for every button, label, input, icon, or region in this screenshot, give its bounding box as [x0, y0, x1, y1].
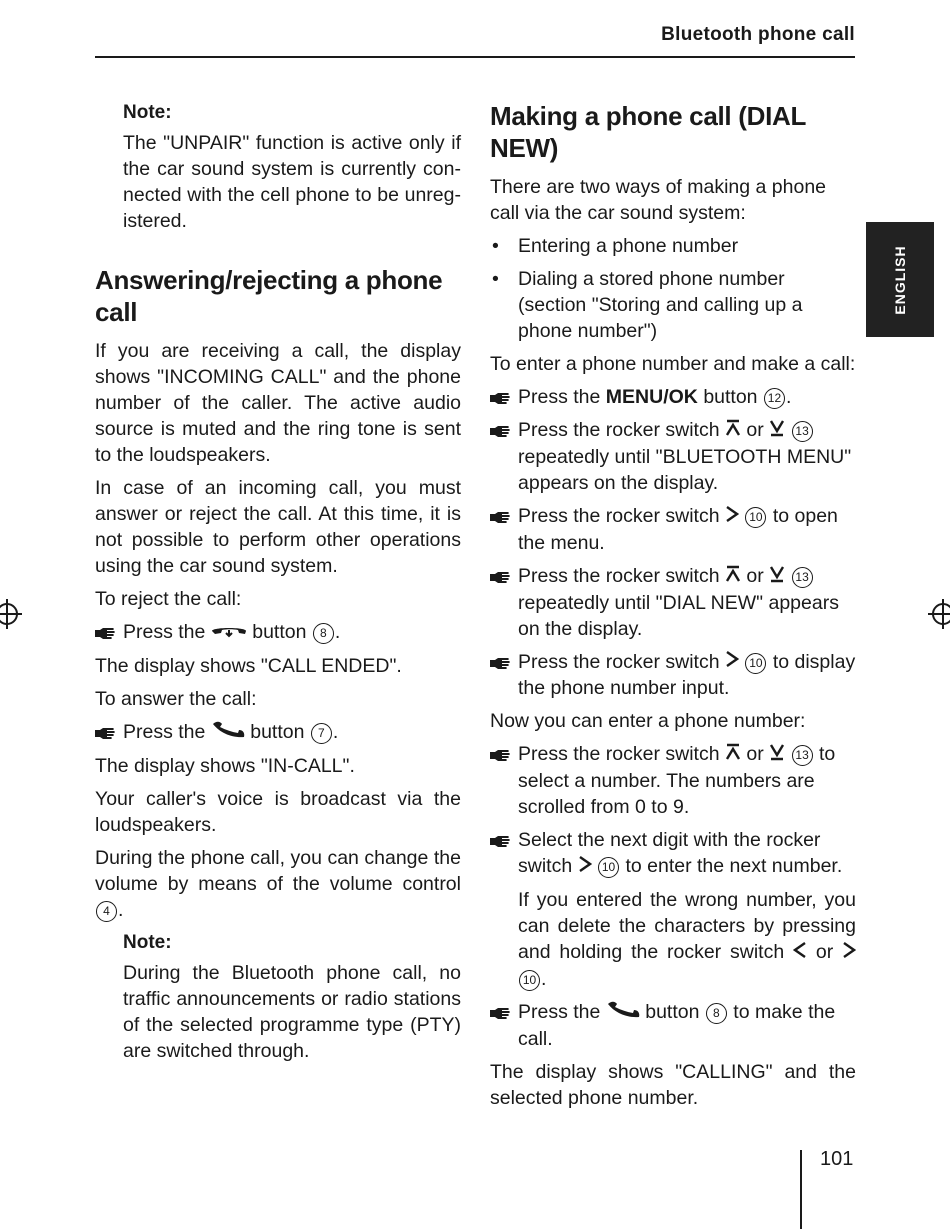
step-text: or	[746, 564, 764, 587]
control-number-badge: 10	[598, 857, 619, 878]
rocker-down-icon	[769, 418, 785, 444]
step-reject	[95, 619, 461, 646]
step-text: Press the	[123, 720, 206, 743]
rocker-down-icon	[769, 564, 785, 590]
step-text: Press the rocker switch	[518, 650, 720, 673]
button-name: MENU/OK	[605, 386, 698, 408]
step-text: button	[645, 1000, 700, 1023]
header-title: Bluetooth phone call	[661, 24, 855, 45]
step-text: repeatedly until "BLUETOOTH MENU" appears on the display.	[518, 445, 852, 494]
step-text: to open the menu.	[518, 504, 838, 554]
list-item: • Entering a phone number	[490, 233, 856, 259]
step-end: .	[334, 621, 341, 643]
paragraph: Now you can enter a phone number:	[490, 710, 806, 733]
note-text: The "UNPAIR" function is active only if the car sound system is currently connected with the cell phone to be unregistered.	[123, 132, 461, 232]
pointing-hand-icon	[95, 627, 117, 639]
pointing-hand-icon	[95, 727, 117, 739]
control-number-badge: 7	[311, 723, 332, 744]
step-number-input	[490, 649, 856, 702]
header-rule	[95, 56, 855, 58]
control-number-badge: 13	[792, 745, 813, 766]
step-text: Press the rocker switch	[518, 743, 720, 766]
step-text: If you entered the wrong number, you can delete the characters by pressing and holding the rocker switch	[518, 889, 856, 964]
language-tab-label: ENGLISH	[892, 244, 908, 315]
note-label: Note:	[123, 931, 172, 953]
footer-rule	[800, 1150, 802, 1229]
step-text: or	[746, 419, 764, 441]
section-heading-dial-new: Making a phone call (DIAL NEW)	[490, 101, 806, 163]
step-text: to select a number. The numbers are scrolled from 0 to 9.	[518, 743, 836, 819]
reject-result: The display shows "CALL ENDED".	[95, 654, 402, 677]
paragraph: To enter a phone number and make a call:	[490, 353, 856, 375]
phone-handset-icon	[606, 1000, 640, 1026]
pointing-hand-icon	[490, 571, 512, 583]
pointing-hand-icon	[490, 1007, 512, 1019]
rocker-left-icon	[793, 940, 807, 966]
step-answer	[95, 719, 461, 746]
control-number-badge: 10	[745, 507, 766, 528]
step-text: Select the next digit with the rocker switch	[518, 829, 821, 878]
pointing-hand-icon	[490, 657, 512, 669]
language-tab	[866, 222, 934, 337]
step-open-menu	[490, 503, 856, 556]
step-text: to display the phone number input.	[518, 650, 856, 700]
note-text: During the Bluetooth phone call, no traffic announcements or radio stations of the selected programme type (PTY) are switched through.	[123, 961, 461, 1062]
step-text: to enter the next number.	[625, 855, 843, 878]
right-column	[490, 100, 856, 1118]
step-text: button	[703, 386, 758, 408]
crop-mark-right-icon	[932, 603, 950, 625]
pointing-hand-icon	[490, 511, 512, 523]
note-unpair	[123, 100, 461, 234]
bullet-list	[490, 233, 856, 344]
step-text: Press the	[518, 386, 601, 408]
paragraph-text: During the phone call, you can change the volume by means of the volume control	[95, 846, 461, 895]
answer-intro: To answer the call:	[95, 687, 257, 710]
hang-up-phone-icon	[211, 620, 247, 646]
control-number-badge: 13	[792, 567, 813, 588]
paragraph: There are two ways of making a phone call via the car sound system:	[490, 176, 827, 224]
rocker-up-icon	[725, 418, 741, 444]
control-number-badge: 8	[313, 623, 334, 644]
left-column	[95, 100, 461, 1064]
step-next-digit	[490, 827, 856, 880]
paragraph-result: The display shows "CALLING" and the selected phone number.	[490, 1060, 856, 1109]
answer-result: The display shows "IN-CALL".	[95, 754, 355, 777]
step-text: Press the rocker switch	[518, 504, 720, 527]
rocker-down-icon	[769, 742, 785, 768]
pointing-hand-icon	[490, 749, 512, 761]
step-text: Press the	[123, 621, 206, 643]
rocker-up-icon	[725, 564, 741, 590]
step-text: Press the rocker switch	[518, 564, 720, 587]
rocker-right-icon	[578, 854, 592, 880]
rocker-right-icon	[725, 649, 739, 675]
crop-mark-left-icon	[0, 603, 18, 625]
step-select-number	[490, 741, 856, 820]
step-text: button	[252, 621, 307, 643]
note-bluetooth	[123, 930, 461, 1064]
step-menu-ok	[490, 384, 856, 410]
step-text: or	[746, 743, 764, 766]
rocker-right-icon	[725, 504, 739, 530]
step-text: Press the	[518, 1000, 601, 1023]
list-item: • Dialing a stored phone number (section "Storing and calling up a phone number")	[490, 266, 856, 344]
control-number-badge: 10	[745, 653, 766, 674]
step-text: to make the call.	[518, 1000, 836, 1050]
pointing-hand-icon	[490, 392, 512, 404]
paragraph: If you are receiving a call, the display shows "INCOMING CALL" and the phone number of the caller. The active audio source is muted and the ring tone is sent to the loudspeakers.	[95, 340, 461, 466]
step-bluetooth-menu	[490, 417, 856, 496]
section-heading-answering: Answering/rejecting a phone call	[95, 265, 443, 327]
phone-handset-icon	[211, 720, 245, 746]
paragraph: Your caller's voice is broadcast via the loudspeakers.	[95, 787, 461, 836]
pointing-hand-icon	[490, 835, 512, 847]
step-text: button	[250, 720, 305, 743]
note-label: Note:	[123, 102, 172, 123]
rocker-up-icon	[725, 742, 741, 768]
step-end: .	[541, 967, 547, 990]
step-text: Press the rocker switch	[518, 419, 720, 441]
step-delete-hint	[490, 887, 856, 992]
rocker-right-icon	[842, 940, 856, 966]
control-number-badge: 10	[519, 970, 540, 991]
control-number-badge: 13	[792, 421, 813, 442]
step-dial-new	[490, 563, 856, 642]
paragraph-end: .	[118, 898, 124, 921]
paragraph-volume	[95, 845, 461, 923]
control-number-badge: 12	[764, 388, 785, 409]
control-number-badge: 4	[96, 901, 117, 922]
control-number-badge: 8	[706, 1003, 727, 1024]
page-number: 101	[820, 1148, 854, 1170]
step-text: repeatedly until "DIAL NEW" appears on the display.	[518, 591, 839, 640]
paragraph: In case of an incoming call, you must answer or reject the call. At this time, it is not possible to perform other operations using the car sound system.	[95, 477, 461, 577]
step-make-call	[490, 999, 856, 1052]
pointing-hand-icon	[490, 425, 512, 437]
step-end: .	[785, 386, 792, 408]
reject-intro: To reject the call:	[95, 588, 242, 610]
step-end: .	[332, 720, 339, 743]
step-text: or	[815, 941, 834, 964]
